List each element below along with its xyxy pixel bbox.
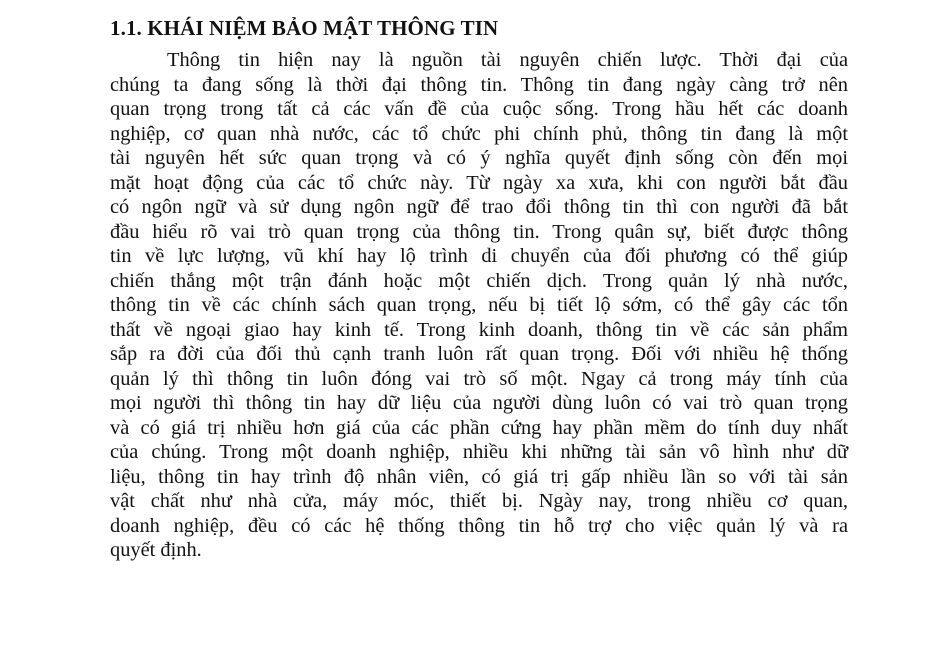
paragraph-line: vật chất như nhà cửa, máy móc, thiết bị. Ngày nay, trong nhiều cơ quan,	[110, 490, 848, 512]
paragraph-line: Thông tin hiện nay là nguồn tài nguyên chiến lược. Thời đại của	[167, 49, 848, 71]
document-page	[110, 14, 848, 563]
paragraph-line: chiến thắng một trận đánh hoặc một chiến dịch. Trong quản lý nhà nước,	[110, 269, 848, 292]
paragraph-line: và có giá trị nhiều hơn giá của các phần cứng hay phần mềm do tính duy nhất	[110, 416, 848, 439]
paragraph-line: liệu, thông tin hay trình độ nhân viên, có giá trị gấp nhiều lần so với tài sản	[110, 465, 848, 488]
paragraph-line: của chúng. Trong một doanh nghiệp, nhiều khi những tài sản vô hình như dữ	[110, 441, 848, 463]
paragraph-line: mặt hoạt động của các tổ chức này. Từ ngày xa xưa, khi con người bắt đầu	[110, 171, 848, 194]
paragraph-line: quan trọng trong tất cả các vấn đề của cuộc sống. Trong hầu hết các doanh	[110, 98, 848, 120]
section-heading: 1.1. KHÁI NIỆM BẢO MẬT THÔNG TIN	[110, 16, 499, 40]
paragraph-line: có ngôn ngữ và sử dụng ngôn ngữ để trao đổi thông tin thì con người đã bắt	[110, 196, 848, 218]
paragraph-line: thất về ngoại giao hay kinh tế. Trong kinh doanh, thông tin về các sản phẩm	[110, 318, 848, 341]
paragraph-line: thông tin về các chính sách quan trọng, nếu bị tiết lộ sớm, có thể gây các tổn	[110, 294, 848, 316]
paragraph-line: mọi người thì thông tin hay dữ liệu của người dùng luôn có vai trò quan trọng	[110, 392, 848, 414]
paragraph-line: sắp ra đời của đối thủ cạnh tranh luôn rất quan trọng. Đối với nhiều hệ thống	[110, 343, 848, 365]
paragraph-line: doanh nghiệp, đều có các hệ thống thông tin hỗ trợ cho việc quản lý và ra	[110, 514, 848, 537]
paragraph-line: tài nguyên hết sức quan trọng và có ý nghĩa quyết định sống còn đến mọi	[110, 147, 848, 169]
paragraph-line: đầu hiểu rõ vai trò quan trọng của thông tin. Trong quân sự, biết được thông	[110, 220, 848, 243]
paragraph-line: chúng ta đang sống là thời đại thông tin. Thông tin đang ngày càng trở nên	[110, 73, 848, 96]
paragraph-line: quyết định.	[110, 539, 202, 561]
section-paragraph	[110, 48, 848, 563]
paragraph-line: nghiệp, cơ quan nhà nước, các tổ chức phi chính phủ, thông tin đang là một	[110, 122, 848, 145]
paragraph-line: quản lý thì thông tin luôn đóng vai trò số một. Ngay cả trong máy tính của	[110, 367, 848, 390]
paragraph-line: tin về lực lượng, vũ khí hay lộ trình di chuyển của đối phương có thể giúp	[110, 245, 848, 267]
